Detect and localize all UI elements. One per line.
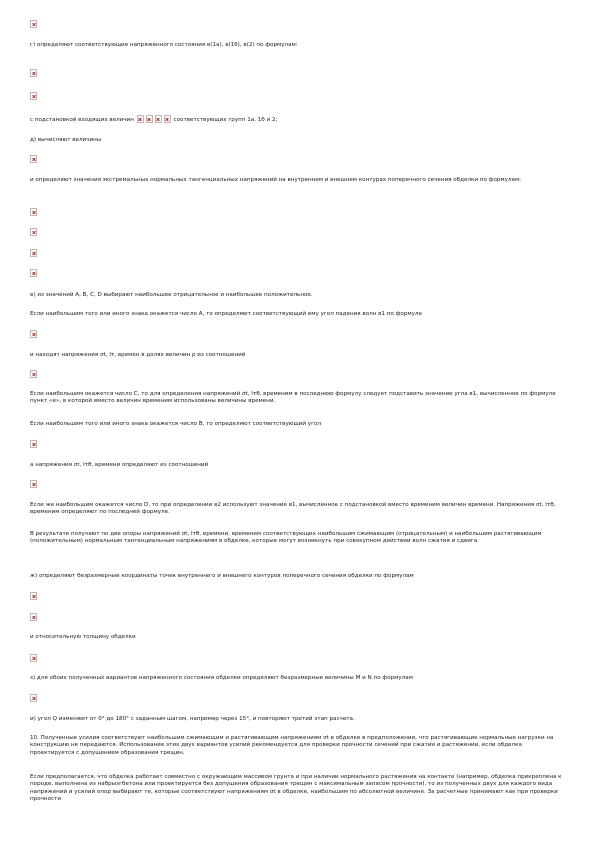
formula-image [30,269,37,277]
formula-image [137,115,144,123]
formula-image [30,208,37,216]
formula-image [30,480,37,488]
paragraph: Если наибольшим того или иного знака окажется число A, то определяют соответствующий ему угол падения волн в1 по формуле [30,311,422,317]
formula-image [30,69,37,77]
paragraph: а напряжения σt, lτθ, времени определяют из соотношений [30,462,209,468]
formula-image [30,228,37,236]
paragraph: з) для обоих полученных вариантов напряженного состояния обделки определяют безразмерные величины M и N по формулам [30,675,413,681]
paragraph: Если предполагается, что обделка работает совместно с окружающим массивом грунта и при наличии нормального растяжения на контакте (например, обделка прикреплена к породе, выполнена из набрызгбетона или проектируется без допущения образования трещин с максимальным запасом прочности), то из полученных двух для каждого вида напряжений и усилий опор выбирают те, которые соответствуют напряжениям σt в обделке, наибольшим по абсолютной величине. За расчетные принимают как при проверки прочности [30,774,562,803]
paragraph: В результате получают по две опоры напряжений σt, lτθ, времени, временим соответствующих наибольшим сжимающим (отрицательным) и наибольшим растягивающим (положительным) нормальным тангенциальным напряжениям в обделке, которые могут возникнуть при совокупном действии волн сжатия и сдвига. [30,531,542,545]
paragraph-text: соответствующих групп 1а, 1б и 2; [173,117,278,123]
paragraph: и относительную толщину обделки [30,634,136,640]
paragraph: Если наибольшим окажется число C, то для определения напряжений σt, lτθ, временим в последнюю формулу следует подставить значение угла в1, вычисленное по формуле пункт «е», в которой вместо величин временим использованы величины времени. [30,391,556,405]
formula-image [30,440,37,448]
formula-image [30,370,37,378]
paragraph: е) из значений A, B, C, D выбирают наибольшее отрицательное и наибольшее положительное. [30,292,313,298]
paragraph: и находят напряжения σt, lτ, времен в долях величин p из соотношений [30,352,246,358]
paragraph: и) угол Q изменяют от 0° до 180° с заданным шагом, например через 15°, и повторяют третий этап расчета. [30,716,355,722]
paragraph: г) определяют соответствующие напряженного состояния в(1а), в(1б), в(2) по формулам: [30,42,298,48]
paragraph [30,115,565,124]
formula-image [164,115,171,123]
formula-image [30,20,37,28]
paragraph: Если наибольшим того или иного знака окажется число B, то определяют соответствующий угол [30,421,322,427]
formula-image [30,330,37,338]
formula-image [30,155,37,163]
paragraph: Если же наибольшим окажется число D, то при определении в2 используют значение в1, вычисленное с подстановкой вместо временим величин времени. Напряжения σt, lτθ, временим определяют по последней формуле. [30,502,556,516]
formula-image [30,694,37,702]
paragraph: ж) определяют безразмерные координаты точек внутреннего и внешнего контуров поперечного сечения обделки по формулам [30,573,414,579]
paragraph: и определяют значения экстремальных нормальных тангенциальных напряжений на внутреннем и внешнем контурах поперечного сечения обделки по формулам: [30,177,522,183]
formula-image [30,249,37,257]
paragraph: д) вычисляют величины [30,137,102,143]
formula-image [30,613,37,621]
formula-image [146,115,153,123]
formula-image [155,115,162,123]
paragraph-text: с подстановкой входящих величин [30,117,134,123]
paragraph: 10. Полученные усилия соответствуют наибольшим сжимающим и растягивающим напряжениям σt в обделке в предположении, что растягивающие нормальные нагрузки на конструкцию не передаются. Использование этих двух вариантов усилий рекомендуется для проверки прочности сечений при сжатии и растяжении, если обделка проектируется с допущением образования трещин. [30,735,554,756]
formula-image [30,654,37,662]
formula-image [30,592,37,600]
formula-image [30,92,37,100]
